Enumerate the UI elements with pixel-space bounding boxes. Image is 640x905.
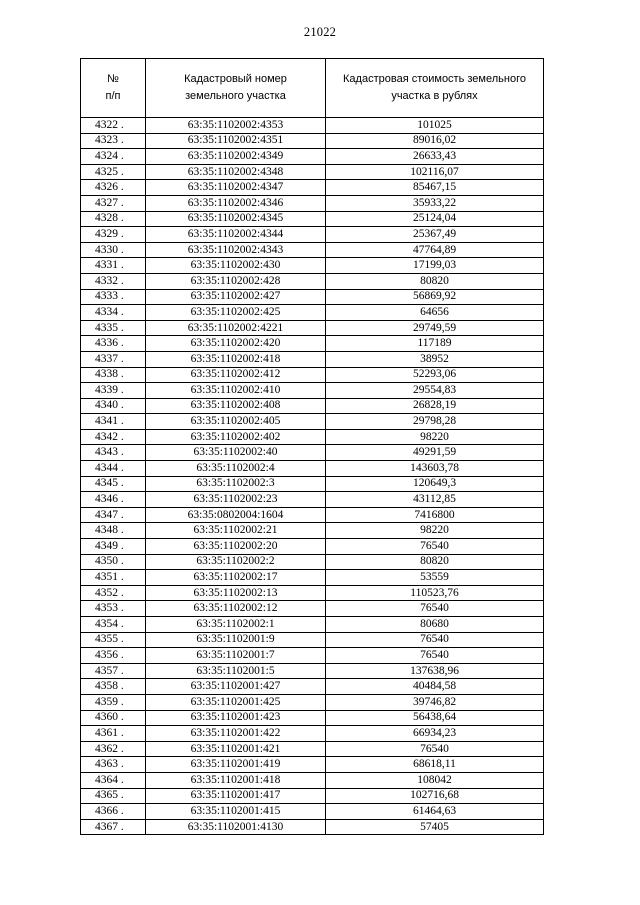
cadastral-value: 98220 (326, 429, 544, 445)
row-number: 4331 . (81, 258, 146, 274)
table-row (81, 258, 544, 274)
cadastral-value: 76540 (326, 601, 544, 617)
cadastral-number: 63:35:1102002:12 (146, 601, 326, 617)
header-value-line2: участка в рублях (391, 90, 478, 102)
table-row (81, 570, 544, 586)
row-number: 4354 . (81, 617, 146, 633)
row-number: 4335 . (81, 320, 146, 336)
table-row (81, 507, 544, 523)
cadastral-number: 63:35:1102002:428 (146, 273, 326, 289)
row-number: 4344 . (81, 461, 146, 477)
row-number: 4326 . (81, 180, 146, 196)
table-row (81, 710, 544, 726)
row-number: 4338 . (81, 367, 146, 383)
table-row (81, 632, 544, 648)
cadastral-number: 63:35:1102002:40 (146, 445, 326, 461)
cadastral-value: 68618,11 (326, 757, 544, 773)
cadastral-number: 63:35:1102002:1 (146, 617, 326, 633)
cadastral-value: 64656 (326, 305, 544, 321)
row-number: 4329 . (81, 227, 146, 243)
cadastral-number: 63:35:1102001:417 (146, 788, 326, 804)
cadastral-value: 85467,15 (326, 180, 544, 196)
row-number: 4322 . (81, 118, 146, 134)
table-row (81, 523, 544, 539)
table-row (81, 804, 544, 820)
header-value-line1: Кадастровая стоимость земельного (343, 73, 526, 85)
row-number: 4349 . (81, 539, 146, 555)
row-number: 4366 . (81, 804, 146, 820)
table-row (81, 694, 544, 710)
row-number: 4343 . (81, 445, 146, 461)
cadastral-number: 63:35:1102001:415 (146, 804, 326, 820)
cadastral-number: 63:35:1102002:402 (146, 429, 326, 445)
table-row (81, 195, 544, 211)
table-row (81, 429, 544, 445)
row-number: 4327 . (81, 195, 146, 211)
cadastral-number: 63:35:1102002:4351 (146, 133, 326, 149)
cadastral-value: 49291,59 (326, 445, 544, 461)
cadastral-value: 80680 (326, 617, 544, 633)
cadastral-number: 63:35:1102001:419 (146, 757, 326, 773)
row-number: 4333 . (81, 289, 146, 305)
table-row (81, 367, 544, 383)
table-row (81, 336, 544, 352)
table-row (81, 133, 544, 149)
row-number: 4362 . (81, 741, 146, 757)
table-row (81, 554, 544, 570)
row-number: 4356 . (81, 648, 146, 664)
header-number-line2: п/п (105, 90, 121, 102)
cadastral-number: 63:35:1102001:423 (146, 710, 326, 726)
cadastral-value: 38952 (326, 351, 544, 367)
row-number: 4361 . (81, 726, 146, 742)
table-row (81, 164, 544, 180)
table-row (81, 305, 544, 321)
cadastral-value: 25367,49 (326, 227, 544, 243)
cadastral-value: 53559 (326, 570, 544, 586)
table-row (81, 320, 544, 336)
cadastral-number: 63:35:1102001:5 (146, 663, 326, 679)
table-row (81, 211, 544, 227)
table-row (81, 461, 544, 477)
row-number: 4357 . (81, 663, 146, 679)
cadastral-value: 29749,59 (326, 320, 544, 336)
header-number-line1: № (107, 73, 119, 85)
cadastral-value: 39746,82 (326, 694, 544, 710)
table-row (81, 149, 544, 165)
table-row (81, 445, 544, 461)
cadastral-number: 63:35:0802004:1604 (146, 507, 326, 523)
cadastral-number: 63:35:1102002:4221 (146, 320, 326, 336)
cadastral-number: 63:35:1102002:418 (146, 351, 326, 367)
cadastral-number: 63:35:1102002:430 (146, 258, 326, 274)
cadastral-value: 80820 (326, 273, 544, 289)
row-number: 4359 . (81, 694, 146, 710)
cadastral-value: 120649,3 (326, 476, 544, 492)
row-number: 4330 . (81, 242, 146, 258)
row-number: 4360 . (81, 710, 146, 726)
row-number: 4332 . (81, 273, 146, 289)
table-header (81, 59, 544, 118)
cadastral-value: 137638,96 (326, 663, 544, 679)
cadastral-number: 63:35:1102001:422 (146, 726, 326, 742)
cadastral-number: 63:35:1102002:410 (146, 383, 326, 399)
cadastral-number: 63:35:1102002:412 (146, 367, 326, 383)
table-row (81, 741, 544, 757)
table-row (81, 617, 544, 633)
row-number: 4325 . (81, 164, 146, 180)
row-number: 4345 . (81, 476, 146, 492)
table-row (81, 118, 544, 134)
table-row (81, 819, 544, 835)
row-number: 4340 . (81, 398, 146, 414)
cadastral-value: 80820 (326, 554, 544, 570)
cadastral-number: 63:35:1102001:425 (146, 694, 326, 710)
cadastral-value: 143603,78 (326, 461, 544, 477)
table-row (81, 648, 544, 664)
cadastral-number: 63:35:1102002:4353 (146, 118, 326, 134)
cadastral-value: 57405 (326, 819, 544, 835)
cadastral-number: 63:35:1102001:421 (146, 741, 326, 757)
table-row (81, 601, 544, 617)
cadastral-number: 63:35:1102002:408 (146, 398, 326, 414)
cadastral-value: 110523,76 (326, 585, 544, 601)
header-cadastral-line2: земельного участка (185, 90, 286, 102)
cadastral-value: 47764,89 (326, 242, 544, 258)
cadastral-value: 117189 (326, 336, 544, 352)
table-row (81, 289, 544, 305)
cadastral-number: 63:35:1102001:4130 (146, 819, 326, 835)
cadastral-number: 63:35:1102002:3 (146, 476, 326, 492)
row-number: 4351 . (81, 570, 146, 586)
cadastral-number: 63:35:1102002:425 (146, 305, 326, 321)
cadastral-number: 63:35:1102002:4 (146, 461, 326, 477)
cadastral-value: 98220 (326, 523, 544, 539)
row-number: 4341 . (81, 414, 146, 430)
cadastral-value: 76540 (326, 648, 544, 664)
row-number: 4323 . (81, 133, 146, 149)
header-cadastral-value (326, 59, 544, 118)
cadastral-number: 63:35:1102002:405 (146, 414, 326, 430)
cadastral-value-table (80, 58, 544, 835)
row-number: 4336 . (81, 336, 146, 352)
table-row (81, 414, 544, 430)
table-row (81, 539, 544, 555)
row-number: 4337 . (81, 351, 146, 367)
table-row (81, 788, 544, 804)
cadastral-number: 63:35:1102001:7 (146, 648, 326, 664)
cadastral-value: 52293,06 (326, 367, 544, 383)
row-number: 4339 . (81, 383, 146, 399)
cadastral-number: 63:35:1102002:4344 (146, 227, 326, 243)
cadastral-value: 26633,43 (326, 149, 544, 165)
cadastral-number: 63:35:1102002:13 (146, 585, 326, 601)
row-number: 4350 . (81, 554, 146, 570)
table-body (81, 118, 544, 835)
cadastral-number: 63:35:1102002:4348 (146, 164, 326, 180)
table-row (81, 663, 544, 679)
row-number: 4347 . (81, 507, 146, 523)
row-number: 4348 . (81, 523, 146, 539)
cadastral-value: 61464,63 (326, 804, 544, 820)
table-row (81, 476, 544, 492)
table-row (81, 726, 544, 742)
cadastral-value: 35933,22 (326, 195, 544, 211)
table-row (81, 398, 544, 414)
page-number: 21022 (303, 25, 337, 39)
table-row (81, 242, 544, 258)
cadastral-value: 76540 (326, 539, 544, 555)
cadastral-number: 63:35:1102002:4345 (146, 211, 326, 227)
row-number: 4346 . (81, 492, 146, 508)
row-number: 4324 . (81, 149, 146, 165)
table-row (81, 273, 544, 289)
cadastral-value: 29554,83 (326, 383, 544, 399)
row-number: 4364 . (81, 772, 146, 788)
row-number: 4342 . (81, 429, 146, 445)
cadastral-value: 102716,68 (326, 788, 544, 804)
cadastral-value: 25124,04 (326, 211, 544, 227)
cadastral-number: 63:35:1102002:17 (146, 570, 326, 586)
cadastral-number: 63:35:1102001:418 (146, 772, 326, 788)
cadastral-number: 63:35:1102002:2 (146, 554, 326, 570)
cadastral-value: 102116,07 (326, 164, 544, 180)
header-number (81, 59, 146, 118)
table-row (81, 492, 544, 508)
cadastral-number: 63:35:1102002:420 (146, 336, 326, 352)
cadastral-value: 40484,58 (326, 679, 544, 695)
cadastral-number: 63:35:1102002:21 (146, 523, 326, 539)
row-number: 4328 . (81, 211, 146, 227)
cadastral-value: 56869,92 (326, 289, 544, 305)
cadastral-value: 7416800 (326, 507, 544, 523)
row-number: 4363 . (81, 757, 146, 773)
cadastral-value: 17199,03 (326, 258, 544, 274)
table-row (81, 180, 544, 196)
row-number: 4352 . (81, 585, 146, 601)
row-number: 4367 . (81, 819, 146, 835)
cadastral-number: 63:35:1102002:4347 (146, 180, 326, 196)
cadastral-number: 63:35:1102002:4343 (146, 242, 326, 258)
cadastral-number: 63:35:1102002:427 (146, 289, 326, 305)
row-number: 4358 . (81, 679, 146, 695)
table-row (81, 757, 544, 773)
table-row (81, 227, 544, 243)
cadastral-value: 76540 (326, 632, 544, 648)
row-number: 4353 . (81, 601, 146, 617)
cadastral-value: 101025 (326, 118, 544, 134)
cadastral-value: 56438,64 (326, 710, 544, 726)
cadastral-value: 108042 (326, 772, 544, 788)
table-row (81, 383, 544, 399)
cadastral-number: 63:35:1102002:23 (146, 492, 326, 508)
cadastral-number: 63:35:1102002:4346 (146, 195, 326, 211)
cadastral-value: 26828,19 (326, 398, 544, 414)
header-cadastral-number (146, 59, 326, 118)
table-row (81, 772, 544, 788)
cadastral-number: 63:35:1102002:20 (146, 539, 326, 555)
cadastral-value: 43112,85 (326, 492, 544, 508)
table-row (81, 585, 544, 601)
cadastral-value: 66934,23 (326, 726, 544, 742)
row-number: 4365 . (81, 788, 146, 804)
cadastral-number: 63:35:1102001:427 (146, 679, 326, 695)
cadastral-value: 29798,28 (326, 414, 544, 430)
cadastral-value: 76540 (326, 741, 544, 757)
header-cadastral-line1: Кадастровый номер (184, 73, 287, 85)
table-row (81, 679, 544, 695)
header-row (81, 59, 544, 118)
cadastral-number: 63:35:1102002:4349 (146, 149, 326, 165)
cadastral-value: 89016,02 (326, 133, 544, 149)
row-number: 4355 . (81, 632, 146, 648)
table-row (81, 351, 544, 367)
cadastral-number: 63:35:1102001:9 (146, 632, 326, 648)
row-number: 4334 . (81, 305, 146, 321)
